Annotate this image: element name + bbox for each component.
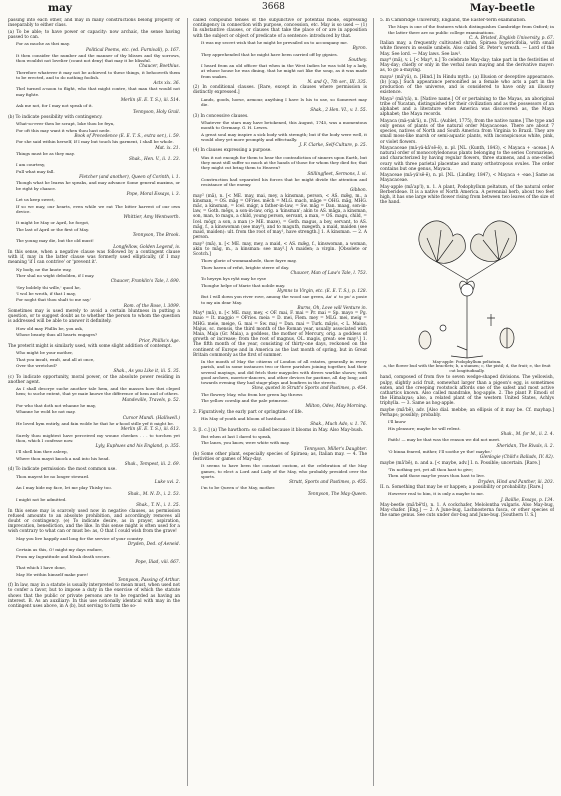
column-rule-2: [373, 18, 374, 786]
citation: Pope, Moral Essays, i. 3.: [126, 191, 180, 197]
quotation: The last of April or the first of May.: [16, 226, 90, 232]
paragraph: (2) In conditional clauses. [Rare, except in clauses where permission is distinctly expressed.]: [193, 85, 367, 96]
citation: J. Baillie, Essays, p. 134.: [500, 497, 554, 503]
citation: Tennyson, Passing of Arthur.: [117, 578, 180, 584]
quotation: To heyryn hys ryht may he ryse: [201, 276, 267, 282]
quotation: An I may hide my face, let me play Thisby too.: [16, 485, 112, 491]
paragraph: (b) Some other plant, especially species of Spiraea; as, Italian may. — 4. The festivities or games of May-day.: [193, 451, 367, 463]
citation: Prior, Phillis's Age.: [138, 338, 180, 344]
column-1: [8, 18, 180, 788]
citation: Lyly, Euphues and his England, p. 355.: [95, 444, 180, 450]
entry-mayaceae: Mayaceae (mä-yä'sē-ē), n. pl. [NL. (Lindley, 1847), < Mayaca + -eae.] Same as Mayacaceae.: [380, 173, 554, 184]
quotation: That which I have done,: [16, 565, 66, 571]
citation: Shak., M. for M., ii. 2. 4.: [500, 432, 554, 438]
quotation: His pleasure; maybe he will relent.: [388, 425, 461, 431]
quotation: Where thou mayst knock a nail into his head.: [16, 455, 110, 461]
entry-mayacaceae: Mayacaceae (mä-yä-kā'sē-ē), n. pl. [NL. (Kunth, 1843), < Mayaca + -aceae.] A natural order of monocotyledonous plants belonging to the series Coronarieae, and characterized by having regular flowers, three stamens, and a one-celled ovary with three parietal placentae and many orthotropous ovules. The order contains but one genus, Mayaca.: [380, 145, 554, 172]
quotation: Was it not enough for them to hear the contradiction of sinners upon Earth, but they must still suffer so much at the hands of those for whom they died for, that they might cut bring them to Heaven?: [201, 154, 367, 171]
citation: Shak., Tempest, iii. 2. 69.: [124, 462, 180, 468]
citation: Tennyson, Miller's Daughter.: [304, 446, 367, 452]
citation: Book of Precedence (E. E. T. S., extra ser.), i. 59.: [74, 133, 180, 139]
paragraph: (3) In concessive clauses.: [193, 113, 249, 119]
quotation: For as muche as thei may.: [16, 41, 70, 47]
quotation: I'll know: [388, 419, 406, 425]
quotation: Thel turned a-noon to flight, who that might contre, that man that would not may fighte.: [16, 86, 180, 97]
quotation: I am courtesy,: [16, 162, 46, 168]
quotation: If so we may, our hearts, even while we eat The bitter harvest of our own device.: [16, 203, 180, 214]
entry-may-4: May⁴ (mā), n. [< ME. may, mey, < OF. mai, F. mai = Pr. mai = Sp. mayo = Pg. maio = It. maggio = OFries. meia = D. mei, Flem. mey = MLG. mei, meig = MHG. meie, meige, G. mai = Sw. maj = Dan. mai = Turk. māyis, < L. Maius, Majus, sc. mensis, the third month of the Roman year, usually associated with Maia, Maja (Gr. Maia), a goddess, the mother of Mercury, orig. a goddess of growth or increase; from the root of magnus, OL. magis, great: see may¹.] 1. The fifth month of the year, consisting of thirty-one days, reckoned on the continent of Europe and in America as the last month of spring, but in Great Britain commonly as the first of summer.: [193, 311, 367, 358]
paragraph: 5. In Cambridge University, England, the Easter-term examination.: [380, 18, 527, 23]
quotation: For oft this may want it when thou hast nede.: [16, 127, 111, 133]
citation: Shak., As you Like it, iii. 5. 35.: [113, 369, 180, 375]
citation: Strutt, Sports and Pastimes, p. 455.: [289, 480, 367, 486]
quotation: 'I wol be wroth, if that I may,: [16, 291, 76, 297]
citation: Shak., Much Ado, v. 1. 76.: [310, 422, 367, 428]
entry-may-verb: may⁴ (mā), v. i. [< May⁴, n.] To celebrate May-day; take part in the festivities of May-day; chiefly or only in the verbal noun maying and the derivative mayer: as, to go a-maying.: [380, 57, 554, 74]
quotation: Full what may fall.: [16, 168, 55, 174]
paragraph: (d) To indicate permission: the most common use.: [8, 467, 117, 473]
column-2: [193, 18, 367, 788]
quotation: But when at last I dared to speak,: [201, 433, 272, 439]
quotation: Let us keep sweet,: [16, 197, 55, 203]
quotation: Surely thou mightest have perceived my woune cheekes . . . to torchen yet thou, which I confesse now.: [16, 432, 180, 443]
running-header: [0, 2, 561, 16]
citation: Sheridan, The Rivals, ii. 2.: [496, 443, 554, 449]
citation: Acts xix. 36.: [153, 81, 180, 87]
paragraph: Italian may, a frequently cultivated shrub, Spiraea hypericifolia, with small white flowers in sessile umbels. Also called St. Peter's wreath. — Lord of the May. See lord. — May laws. See law¹.: [380, 41, 554, 57]
paragraph: In this sense, when a negative clause was followed by a contingent clause with if, may in the latter clause was formerly used elliptically, (if I may meaning 'if I can contrive' or 'prevent it'.: [8, 249, 180, 266]
quotation: Whatever the stars may have betokened, this August, 1745, was a momentous month to Germany. G. H. Lewes.: [201, 119, 367, 131]
paragraph: 2. Figuratively, the early part or springtime of life.: [193, 409, 303, 415]
quotation: Who might be your mother,: [16, 350, 73, 356]
quotation: The flowery May, who from her green lap throws: [201, 391, 303, 397]
entry-may-beetle: May-beetle (mā'bē'tl), n. 1. A cockchafer, Melolontha vulgaris. Also May-bug, May-chafer. [Eng.] — 2. A June-bug, Lachnosterna fusca, or other species of the same genus. See cuts under dor-bug and June-bug. [Southern U. S.]: [380, 502, 554, 519]
quotation: Things must be as they may.: [16, 150, 75, 156]
quotation: They apprehended that he might have been carried off by gipsies.: [201, 51, 339, 57]
quotation: It might be May or April, he forgot,: [16, 220, 90, 226]
citation: Merlin (E. E. T. S.), iii. 613.: [120, 427, 180, 433]
entry-maya-2: Maya² (mä'yä), n. [Native name.] Of or pertaining to the Mayas, an aboriginal tribe of Yucatan, distinguished for their civilization and as the possessors of an alphabet and a literature when America was discovered: as, the Maya alphabet; the Maya records.: [380, 96, 554, 118]
citation: Gibbon.: [349, 188, 367, 194]
column-3: [380, 18, 554, 788]
quotation: Faith! — may be that was the reason we did not meet.: [388, 437, 501, 443]
quotation: I'll shell him thee asleep,: [16, 449, 68, 455]
citation: C. A. Bristed, English University, p. 67.: [469, 35, 554, 41]
citation: Chaucer, Boethius.: [138, 64, 180, 70]
paragraph: 3. [l. c.] (a) The hawthorn: so called because it blooms in May. Also May-bush.: [193, 427, 364, 433]
citation: Whittier, Amy Wentworth.: [123, 215, 180, 221]
quotation: 'Sey boldely thi wille,' quod he,: [16, 284, 81, 290]
citation: Shak., M. N. D., i. 2. 53.: [127, 491, 180, 497]
citation: Stillingfleet, Sermons, I. vi.: [307, 171, 367, 177]
citation: Southey.: [348, 57, 367, 63]
quotation: For she said within herself, If I may but touch his garment, I shall be whole.: [16, 139, 174, 145]
column-rule-1: [187, 18, 188, 786]
citation: Rom. of the Rose, l. 3099.: [123, 303, 180, 309]
citation: Tennyson, The Brook.: [132, 233, 180, 239]
entry-may-3: may³ (mā), n. [< ME. may, mey, a maid, < AS. mǣg, f., kinswoman, a woman, akin to māg, m., a kinsman: see may².] A maiden; a virgin. [Obsolete or Scotch.]: [193, 241, 367, 257]
entry-mayaca: Mayaca (mä-yak'ä), n. [NL. (Aublet, 1775), from the native name.] The type and only genus of plants of the natural order Mayacaceae. There are about 7 species, natives of North and South America from Virginia to Brazil. They are small moss-like marsh or semi-aquatic plants, with inconspicuous white, pink, or violet flowers.: [380, 118, 554, 145]
quotation: In the month of May the citizens of London of all estates, generally in every parish, and in some instances two or three parishes joining together, had their several mayings, and did fetch their maypoles with divers warlike shows; with good archers, morrice-dancers, and other devices for pastime, all day long; and towards evening they had stage-plays and bonfires in the streets.: [201, 359, 367, 385]
citation: Stow, quoted in Strutt's Sports and Pastimes, p. 454.: [251, 386, 367, 392]
paragraph: In this sense may is scarcely used now in negative clauses, as permission refused amounts to an absolute prohibition, and accordingly removes all doubt or contingency. (e) To indicate desire, as in prayer, aspiration, imprecation, benediction, and the like. In this sense might is often used for a wish contrary to what can or must be: as, O that I could wish from the grave!: [8, 508, 180, 535]
paragraph: hand, composed of from five to seven wedge-shaped divisions. The yellowish, pulpy, slightly acid fruit, somewhat larger than a pigeon's egg, is sometimes eaten, and the creeping rootstock affords one of the safest and most active cathartics known. Also called mandrake, hog-apple. 2. The plant P. Emodi of the Himalayas; also, a related plant of the western United States, Achlys triphylla. — 3. Same as hog-apple.: [380, 375, 554, 407]
quotation: Thoughe helpe of Marie that nobile may.: [201, 282, 286, 288]
may-apple-plant-drawing: [407, 210, 527, 360]
quotation: Then add those may-be years thou hast to live.: [388, 473, 486, 479]
citation: Merlin (E. E. T. S.), iii. 514.: [120, 97, 180, 103]
quotation: Ther shal no wight debolden, if I may.: [16, 273, 95, 279]
quotation: The Mays is one of the features which distinguishes Cambridge from Oxford; in the latter there are no public college examinations.: [388, 24, 554, 35]
citation: Shak., T. N., i. 1. 25.: [136, 503, 180, 509]
citation: Cursor Mundi. (Halliwell.): [122, 415, 180, 421]
quotation: From my Ingratitude and bleak death secure.: [16, 553, 111, 559]
paragraph: (f) In law, may in a statute is usually interpreted to mean must, when used not to confer a favor, but to impose a duty in the exercise of which the statute shows that the public or private persons are to be regarded as having an interest. B. As an auxiliary: In this use notionally identical with may in the contingent uses above, in A (b), but serving to form the so-: [8, 583, 180, 610]
quotation: I heard from an old officer that when in the West Indies he was told by a lady, at whose house he was dining, that he might not like the soup, as it was made from snakes.: [201, 63, 367, 79]
entry-maybe-adv: maybe (mā'bē), adv. [Also dial. mebbe; an ellipsis of it may be. Cf. mayhap.] Perhaps; possibly; probably.: [380, 407, 554, 418]
quotation: May He within himself make pure!: [16, 571, 89, 577]
citation: Longfellow, Golden Legend, iv.: [113, 244, 180, 250]
quotation: 'Tis nothing yet, yet all thou hast to give;: [388, 466, 474, 472]
citation: N. and Q., 7th ser., III. 335.: [307, 79, 367, 85]
citation: Hymns to Virgin, etc. (E. E. T. S.), p. 128.: [277, 289, 367, 295]
citation: Pope, Iliad, viii. 667.: [135, 560, 180, 566]
paragraph: The preterit might is similarly used, with some slight addition of contempt.: [8, 343, 172, 349]
citation: Burns, Oh, Love will Venture in.: [297, 305, 367, 311]
quotation: His May of youth and bloom of lustihood.: [201, 415, 287, 421]
quotation: The lanes, you know, were white with may.: [201, 440, 290, 446]
quotation: Thou mayest be no longer steward.: [16, 473, 90, 479]
paragraph: (b) To indicate possibility with contingency.: [8, 114, 103, 120]
citation: Milton, Odes, May Morning.: [305, 404, 367, 410]
citation: J. F. Clarke, Self-Culture, p. 25.: [299, 143, 367, 149]
quotation: I might not be admitted.: [16, 496, 67, 502]
citation: Shak., Hen. V., ii. 1. 23.: [129, 157, 180, 163]
may-apple-illustration: [380, 210, 554, 374]
quotation: Therefore whatever it may not be achieved to these things, it behooveth them to be erected, and to do nothing foolish.: [16, 69, 180, 80]
citation: Luke xvi. 2.: [154, 480, 180, 486]
citation: Chaucer, Franklin's Tale, l. 690.: [110, 279, 180, 285]
quotation: It seems to have been the constant custom, at the celebration of the May games, to elect a Lord and Lady of the May, who probably presided over the sports.: [201, 463, 367, 479]
paragraph: (4) In clauses expressing a purpose.: [193, 148, 272, 154]
citation: Tennyson, Holy Grail.: [133, 109, 180, 115]
quotation: May you live happily and long for the service of your country.: [16, 535, 144, 541]
citation: Mat. ix. 21.: [155, 145, 180, 151]
quotation: Thow glorie of wommanhede, thow fayre may,: [201, 258, 297, 264]
citation: Chaucer, Man of Law's Tale, l. 753.: [290, 271, 367, 277]
citation: Dryden, Hind and Panther, iii. 203.: [478, 479, 554, 485]
right-guide-word: May-beetle: [469, 2, 535, 14]
quotation: Over the wretched?: [16, 362, 58, 368]
quotation: Thow haven of refut, brighte sterre of day.: [201, 264, 290, 270]
citation: Byron.: [352, 46, 367, 52]
quotation: But I will down yon river rove, among the wood sae green, An' a' to pu' a posie to my ain dear May.: [201, 294, 367, 305]
figure-caption: May-apple: Podophyllum peltatum.: [432, 358, 502, 364]
quotation: However real to him, it is only a maybe to me.: [388, 491, 484, 497]
paragraph: II. n. Something that may be or happen; a possibility or probability. [Rare.]: [380, 484, 544, 490]
quotation: Whose beauty thus all hearts engages?: [16, 332, 98, 338]
page-number: 3668: [262, 2, 285, 12]
paragraph: called compound tenses of the subjunctive or potential mode, expressing contingency in connection with purpose, concession, etc. May is so used — (1) In substantive clauses, or clauses that take the place of or are in apposition with the subject or object of predicate of a sentence: introduced by that.: [193, 18, 367, 39]
paragraph: (a) To be able; to have power or capacity: now archaic, the sense having passed to can.: [8, 29, 180, 40]
quotation: How old may Phillis be, you ask,: [16, 325, 84, 331]
paragraph: Sometimes may is used merely to avoid a certain bluntness in putting a question, or to suggest doubt as to whether the person to whom the question is addressed will be able to answer it definitely.: [8, 309, 180, 325]
quotation: For who that doth not whanne he may,: [16, 402, 96, 408]
citation: Mandeville, Travels, p. 52.: [122, 397, 180, 403]
quotation: It then consider the number and the manner of thy blisses and thy sorrows, thou wouldst not lovelier (count not deny) that may it be blissful.: [16, 52, 180, 63]
citation: Fletcher (and another), Queen of Corinth, i. 1.: [79, 175, 180, 181]
entry-may-apple: May-apple (mā'ap'l), n. 1. A plant, Podophyllum peltatum, of the natural order Berberideae. It is a native of North America. A perennial herb, about two feet high, it has one large white flower rising from between two leaves of the size of the hand.: [380, 184, 554, 206]
quotation: He loved hym entirly, and fain wolde he that he a-hood stille yef it might be.: [16, 420, 174, 426]
paragraph: (c) To indicate opportunity, moral power, or the absolute power residing in another agent.: [8, 374, 180, 385]
quotation: Construction had separated his forces that he might divide the attention and resistance of the enemy.: [201, 176, 367, 187]
quotation: Though what he learns he speaks, and may advance Some general maxims, or be right by chance.: [16, 180, 180, 191]
left-guide-word: may: [48, 2, 73, 14]
quotation: It was my secret wish that he might be prevailed on to accompany me.: [201, 40, 348, 45]
quotation: I'm to be Queen o' the May, mother.: [201, 485, 276, 491]
quotation: Lands, goods, horse, armour, anything I have Is his to use, so Somerset may die.: [201, 96, 367, 107]
quotation: As I shall descrye suche another tale hem, and the masses how thei cleped hem; to suche entent, that ye maie knowe the difference of hem and of others.: [16, 386, 180, 397]
citation: Shak., 2 Hen. VI., v. 1. 55.: [310, 108, 367, 114]
entry-maya-1: maya¹ (mä'yä), n. [Hind.] In Hindu myth.: (a) Illusion or deceptive appearance. (b) [cap.] Such appearance personified as a female who acts a part in the production of the universe, and is considered to have only an illusory existence.: [380, 74, 554, 96]
citation: Political Poems, etc. (ed. Furnivall), p. 167.: [86, 47, 180, 53]
paragraph: passing into each other, and may in many constructions belong properly or inseparably to either class.: [8, 18, 180, 29]
quotation: Whanne he wold he not may.: [16, 409, 76, 415]
figure-legend: a, the flower bud with the bractlets; b, a stamen; c, the pistil; d, the fruit; e, the fruit cut longitudinally.: [383, 363, 551, 373]
quotation: What-so-ever then be scrapt, loke thou be feyn,: [16, 121, 115, 127]
citation: Tennyson, The May-Queen.: [307, 491, 367, 497]
quotation: Ny body, ne the knote way,: [16, 266, 72, 272]
citation: Glenlogie (Child's Ballads, IV. 82).: [479, 455, 554, 461]
quotation: A great soul may inspire a sick body with strength; but if the body were well, it would obey yet more promptly and effectually.: [201, 131, 367, 142]
quotation: That you insult, exult, and all at once,: [16, 356, 95, 362]
quotation: Ask me not, for I may not speak of it.: [16, 103, 93, 109]
quotation: Certain as this, O! might my days endure,: [16, 547, 103, 553]
quotation: The young may die, but the old must!: [16, 238, 94, 244]
entry-may-2: may² (mā), n. [< ME. may, mai, mey, a kinsman, person, < AS. mǣg, m., a kinsman, = OS. māg = OFries. mēch = MLG. mach, māge = OHG. māg, MHG. māc, a kinsman, = Icel. mágr, a father-in-law, = Sw. māg = Dan. maag, son-in-law, = Goth. mēgs, a son-in-law, orig. a 'kinsman'; akin to AS. māga, a kinsman, son, man, to magu, a child, young person, servant, a man, = OS. magu, child, = Icel. mögr, a son, a man (> ME. maze), = Goth. magus, a boy, servant, to AS. māg, f., a kinswoman (see may³), and to maguth, mægeth, a maid, maiden (see maid, maiden): ult. from the root of may¹, have strength.] 1. A kinsman. — 2. A person.: [193, 193, 367, 241]
quotation: The yellow cowslip and the pale primrose.: [201, 397, 289, 403]
quotation: For noght that thou shalt to me say.': [16, 297, 92, 303]
entry-maybe-noun: maybe (mā'bē), n. and a. [< maybe, adv.] I. n. Possible; uncertain. [Rare.]: [380, 460, 540, 466]
citation: Dryden, Ded. of Aeneid.: [127, 542, 180, 548]
quotation: 'O binna feared, mither, I'll soothe ye the! maybe.': [388, 448, 493, 454]
